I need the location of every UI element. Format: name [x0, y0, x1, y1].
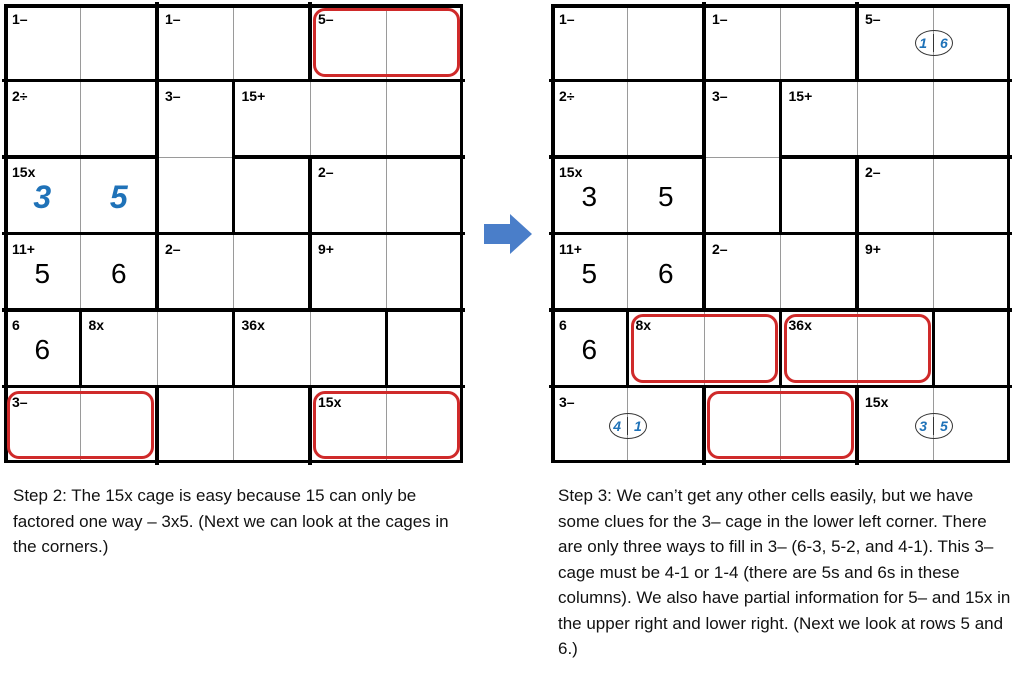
candidate-digit: 1 — [634, 417, 642, 434]
candidate-digit: 5 — [940, 417, 948, 434]
cage-border — [626, 385, 706, 389]
grid-cell — [934, 157, 1011, 234]
candidate-oval — [915, 413, 953, 439]
cage-border — [702, 385, 782, 389]
cage-border — [2, 155, 82, 159]
puzzle-board-step3 — [551, 4, 1010, 463]
cage-border — [626, 232, 706, 236]
cell-value: 5 — [657, 181, 674, 212]
cage-border — [549, 232, 629, 236]
cage-clue: 8x — [88, 317, 105, 333]
cage-border — [779, 385, 859, 389]
cage-border — [308, 308, 388, 312]
cage-border — [855, 155, 859, 235]
cage-border — [702, 2, 706, 82]
cage-border — [2, 232, 82, 236]
cage-border — [155, 385, 235, 389]
cage-border — [385, 385, 465, 389]
cage-border — [932, 79, 1012, 83]
grid-cell — [387, 310, 464, 387]
cage-border — [855, 232, 859, 312]
grid-cell — [781, 234, 858, 311]
cage-border — [549, 155, 629, 159]
cage-border — [308, 232, 388, 236]
grid-cell — [157, 157, 234, 234]
cage-border — [549, 385, 629, 389]
cell-value: 5 — [581, 257, 598, 289]
cell-value: 6 — [110, 257, 127, 289]
cage-border — [155, 385, 159, 465]
cage-clue: 2– — [165, 240, 181, 257]
cage-border — [155, 79, 235, 83]
grid-cell — [310, 310, 387, 387]
cage-clue: 15x — [865, 393, 889, 410]
cage-clue: 2– — [865, 164, 881, 180]
board-frame — [4, 4, 8, 463]
cage-border — [2, 79, 82, 83]
cage-border — [702, 232, 782, 236]
cage-border — [855, 385, 859, 465]
cage-clue: 15+ — [788, 87, 813, 104]
cage-border — [702, 308, 782, 312]
cell-value: 5 — [109, 179, 128, 215]
cage-border — [549, 308, 629, 312]
grid-cell — [781, 4, 858, 81]
cage-border — [855, 155, 935, 159]
grid-cell — [234, 387, 311, 464]
cage-clue: 2– — [712, 240, 728, 257]
grid-cell — [387, 157, 464, 234]
cage-border — [855, 79, 935, 83]
cage-border — [932, 308, 936, 388]
cage-border — [779, 155, 783, 235]
candidate-separator — [933, 34, 934, 52]
candidate-oval — [609, 413, 647, 439]
grid-cell — [310, 81, 387, 158]
step3-caption: Step 3: We can’t get any other cells easily, but we have some clues for the 3– cage in the lower left corner. There are only three ways to fill in 3– (6-3, 5-2, and 4-1). This 3– cage must be 4-1 or 1-4 (there are 5s and 6s in these columns). We also have partial information for 5– and 15x in the upper right and lower right. (Next we look at rows 5 and 6.) — [558, 486, 1011, 658]
board-frame — [551, 4, 555, 463]
grid-cell — [934, 81, 1011, 158]
cage-clue: 8x — [635, 317, 652, 333]
grid-cell — [628, 4, 705, 81]
cage-clue: 36x — [788, 317, 812, 333]
cage-border — [308, 232, 312, 312]
cell-value: 6 — [657, 257, 674, 289]
grid-cell — [81, 4, 158, 81]
cage-border — [702, 79, 706, 159]
grid-cell — [234, 157, 311, 234]
cage-border — [855, 385, 935, 389]
board-frame — [4, 4, 463, 8]
cage-clue: 2– — [318, 164, 334, 180]
cage-border — [2, 308, 82, 312]
cage-border — [779, 79, 783, 159]
cage-border — [79, 385, 159, 389]
cage-clue: 6 — [12, 317, 20, 333]
cage-clue: 11+ — [12, 240, 35, 257]
cage-border — [308, 155, 312, 235]
grid-cell — [234, 234, 311, 311]
cell-value: 6 — [581, 334, 598, 365]
cage-border — [308, 2, 312, 82]
cage-clue: 5– — [318, 11, 334, 27]
cage-border — [932, 308, 1012, 312]
cage-border — [155, 2, 159, 82]
cage-border — [232, 308, 312, 312]
grid-cell — [704, 157, 781, 234]
cage-border — [779, 155, 859, 159]
cage-border — [779, 308, 859, 312]
cage-clue: 1– — [165, 11, 181, 27]
cage-border — [385, 155, 465, 159]
cage-border — [702, 385, 706, 465]
cage-border — [855, 308, 935, 312]
cage-border — [2, 385, 82, 389]
cage-border — [155, 232, 235, 236]
grid-cell — [234, 4, 311, 81]
cage-clue: 9+ — [865, 240, 881, 257]
grid-cell — [934, 234, 1011, 311]
candidate-digit: 1 — [919, 35, 927, 51]
cage-border — [855, 2, 859, 82]
board-frame — [4, 460, 463, 464]
cage-border — [232, 308, 236, 388]
cage-clue: 2÷ — [12, 87, 28, 104]
candidate-digit: 3 — [919, 417, 927, 434]
cage-clue: 1– — [559, 11, 575, 27]
cage-border — [232, 79, 236, 159]
cage-border — [702, 79, 782, 83]
cage-border — [932, 155, 1012, 159]
cage-highlight — [7, 391, 154, 460]
candidate-oval — [915, 30, 953, 56]
cage-border — [626, 155, 706, 159]
cage-border — [308, 79, 388, 83]
grid-cell — [157, 310, 234, 387]
cell-value: 3 — [33, 179, 52, 215]
board-frame — [551, 460, 1010, 464]
cage-highlight — [313, 8, 460, 77]
candidate-separator — [627, 417, 628, 435]
cage-clue: 15x — [12, 164, 36, 180]
grid-cell — [781, 157, 858, 234]
cage-clue: 3– — [165, 87, 181, 104]
cell-value: 5 — [34, 257, 51, 289]
cage-clue: 1– — [712, 11, 728, 27]
cage-border — [308, 385, 312, 465]
grid-cell — [81, 81, 158, 158]
grid-cell — [387, 81, 464, 158]
grid-cell — [857, 81, 934, 158]
cage-border — [79, 232, 159, 236]
cage-highlight — [707, 391, 854, 460]
cage-clue: 3– — [712, 87, 728, 104]
cage-border — [155, 308, 235, 312]
cage-border — [232, 155, 312, 159]
board-frame — [551, 4, 1010, 8]
cage-border — [932, 232, 1012, 236]
cage-clue: 9+ — [318, 240, 334, 257]
cage-border — [855, 232, 935, 236]
cage-border — [779, 308, 783, 388]
candidate-digit: 6 — [940, 35, 948, 51]
cage-border — [385, 79, 465, 83]
candidate-separator — [933, 417, 934, 435]
cage-border — [385, 308, 465, 312]
cage-border — [932, 385, 1012, 389]
candidate-digit: 4 — [613, 417, 621, 434]
cage-border — [308, 155, 388, 159]
step2-caption: Step 2: The 15x cage is easy because 15 can only be factored one way – 3x5. (Next we can look at the cages in the corners.) — [13, 486, 449, 556]
cage-border — [155, 79, 159, 159]
cage-clue: 5– — [865, 11, 881, 27]
cage-border — [232, 155, 236, 235]
cage-border — [626, 79, 706, 83]
cell-value: 6 — [34, 334, 51, 365]
cage-border — [385, 308, 389, 388]
cage-border — [232, 385, 312, 389]
cell-value: 3 — [581, 181, 598, 212]
board-frame — [1007, 4, 1011, 463]
cage-border — [79, 308, 159, 312]
cage-clue: 3– — [12, 393, 28, 410]
cage-border — [626, 308, 706, 312]
cage-border — [232, 232, 312, 236]
cage-clue: 11+ — [559, 240, 582, 257]
cage-highlight — [631, 314, 778, 383]
cage-clue: 3– — [559, 393, 575, 410]
right-arrow-icon — [484, 214, 532, 254]
cage-border — [385, 232, 465, 236]
grid-cell — [934, 310, 1011, 387]
board-frame — [460, 4, 464, 463]
cage-clue: 15x — [318, 393, 342, 410]
cage-border — [779, 79, 859, 83]
cage-border — [779, 232, 859, 236]
cage-border — [232, 79, 312, 83]
cage-clue: 15+ — [241, 87, 266, 104]
cage-clue: 36x — [241, 317, 265, 333]
puzzle-board-step2 — [4, 4, 463, 463]
cage-clue: 1– — [12, 11, 28, 27]
cage-border — [308, 385, 388, 389]
grid-cell — [628, 81, 705, 158]
cage-clue: 15x — [559, 164, 583, 180]
cage-clue: 2÷ — [559, 87, 575, 104]
cage-border — [79, 155, 159, 159]
grid-cell — [387, 234, 464, 311]
cage-clue: 6 — [559, 317, 567, 333]
cage-border — [79, 79, 159, 83]
grid-cell — [157, 387, 234, 464]
cage-border — [549, 79, 629, 83]
